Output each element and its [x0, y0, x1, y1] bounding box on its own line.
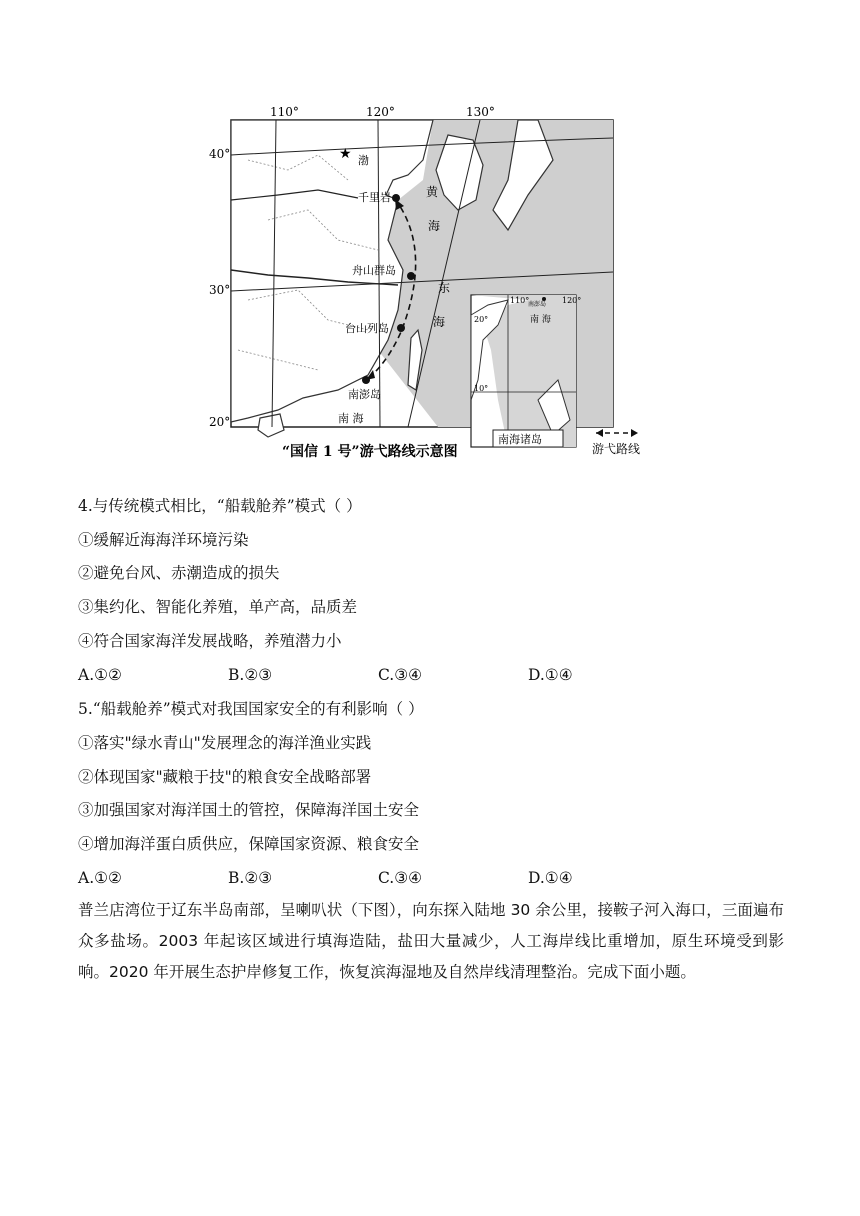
inset-lat-label: 20° — [474, 315, 489, 324]
question-5-item: ①落实"绿水青山"发展理念的海洋渔业实践 — [78, 734, 372, 752]
inset-title: 南海诸岛 — [498, 433, 542, 446]
question-4-stem: 4.与传统模式相比，“船载舱养”模式（ ） — [78, 497, 362, 515]
question-5-item: ④增加海洋蛋白质供应，保障国家资源、粮食安全 — [78, 835, 420, 853]
question-5-option-a[interactable]: A.①② — [78, 869, 122, 887]
inset-map — [471, 295, 581, 447]
question-4-item: ④符合国家海洋发展战略，养殖潜力小 — [78, 632, 342, 650]
legend-label: 游弋路线 — [592, 442, 641, 456]
place-dot — [407, 272, 415, 280]
lon-label: 110° — [270, 105, 299, 119]
sea-label: 东 — [438, 281, 451, 295]
sea-label: 渤 — [358, 154, 369, 167]
inset-lon-label: 110° — [510, 296, 530, 305]
sea-label: 海 — [433, 315, 446, 329]
inset-lon-label: 120° — [562, 296, 582, 305]
place-label: 南澎岛 — [348, 388, 381, 401]
sea-label: 黄 — [426, 185, 439, 199]
place-dot — [362, 376, 370, 384]
place-dot — [397, 324, 405, 332]
lon-label: 120° — [366, 105, 395, 119]
question-5-item: ③加强国家对海洋国土的管控，保障海洋国土安全 — [78, 801, 420, 819]
question-4-option-c[interactable]: C.③④ — [378, 666, 423, 684]
question-5-item: ②体现国家"藏粮于技"的粮食安全战略部署 — [78, 768, 372, 786]
sea-label: 南 海 — [338, 412, 364, 425]
place-label: 舟山群岛 — [352, 264, 396, 277]
question-4-item: ①缓解近海海洋环境污染 — [78, 531, 249, 549]
inset-dot — [542, 297, 546, 301]
lon-label: 130° — [466, 105, 495, 119]
place-label: 千里岩 — [358, 191, 391, 204]
figure-caption: “国信 1 号”游弋路线示意图 — [282, 444, 458, 460]
question-4-item: ②避免台风、赤潮造成的损失 — [78, 564, 280, 582]
question-4-option-b[interactable]: B.②③ — [228, 666, 273, 684]
legend-arrow-right — [631, 429, 638, 437]
place-dot — [392, 194, 400, 202]
inset-sea-label: 南 海 — [530, 315, 551, 325]
inset-lat-label: 10° — [474, 384, 489, 393]
reading-passage: 普兰店湾位于辽东半岛南部，呈喇叭状（下图），向东探入陆地 30 余公里，接鞍子河入海口，三面遍布众多盐场。2003 年起该区域进行填海造陆，盐田大量减少，人工海岸线比重增加，原生环境受到影响。2020 年开展生态护岸修复工作，恢复滨海湿地及自然岸线清理整治。完成下面小题。 — [78, 901, 784, 981]
route-map-figure — [208, 100, 648, 462]
place-label: 台山列岛 — [345, 322, 389, 335]
question-4-item: ③集约化、智能化养殖，单产高，品质差 — [78, 598, 358, 616]
legend-arrow-left — [596, 429, 603, 437]
inset-island-label: 南澎岛 — [528, 301, 547, 308]
question-4-option-d[interactable]: D.①④ — [528, 666, 573, 684]
land-hainan — [258, 414, 284, 437]
lat-label: 20° — [209, 415, 231, 429]
lat-label: 30° — [209, 283, 231, 297]
question-5-option-b[interactable]: B.②③ — [228, 869, 273, 887]
capital-star-icon: ★ — [339, 146, 352, 162]
question-5-option-d[interactable]: D.①④ — [528, 869, 573, 887]
sea-label: 海 — [428, 219, 441, 233]
lat-label: 40° — [209, 147, 231, 161]
question-5-option-c[interactable]: C.③④ — [378, 869, 423, 887]
question-4-option-a[interactable]: A.①② — [78, 666, 122, 684]
question-5-stem: 5.“船载舱养”模式对我国国家安全的有利影响（ ） — [78, 700, 424, 718]
route-map — [208, 100, 648, 462]
